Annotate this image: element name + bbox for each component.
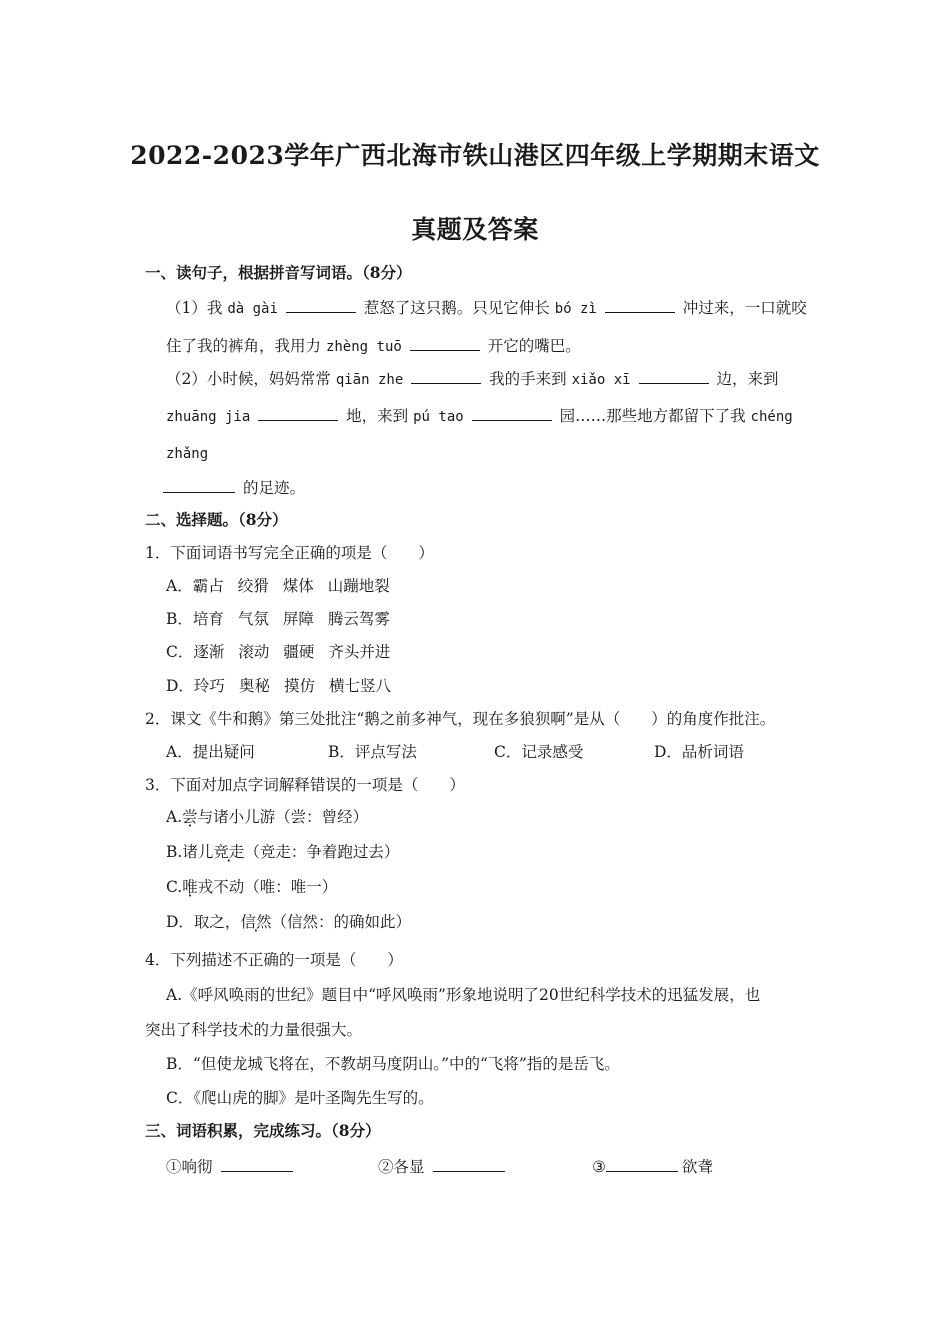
q2-options: A．提出疑问 B．评点写法 C．记录感受 D．品析词语 [166, 743, 744, 761]
s1-para2-line2: zhuāng jia 地，来到 pú tao 园……那些地方都留下了我 chéng [166, 404, 793, 428]
pinyin: dà gài [227, 301, 278, 317]
pinyin: pú tao [413, 409, 464, 425]
s1-para2-line4: 的足迹。 [163, 476, 305, 499]
answer-blank[interactable] [221, 1155, 293, 1172]
section1-heading: 一、读句子，根据拼音写词语。（8分） [145, 263, 412, 282]
section2-heading: 二、选择题。（8分） [145, 510, 288, 529]
answer-blank[interactable] [258, 404, 338, 421]
emphasis-dot-word: 尝 [182, 808, 198, 826]
s1-para1-line2: 住了我的裤角，我用力 zhèng tuō 开它的嘴巴。 [166, 334, 581, 358]
q4-option-c: C．《爬山虎的脚》是叶圣陶先生写的。 [166, 1089, 434, 1107]
section3-heading: 三、词语积累，完成练习。（8分） [145, 1121, 381, 1140]
pinyin: bó zì [554, 301, 597, 317]
pinyin: qiān zhe [335, 372, 404, 388]
q1-option-b: B．培育 气氛 屏障 腾云驾雾 [166, 610, 390, 628]
s3-item-3: ③ 欲聋 [592, 1155, 713, 1178]
question-4: 4．下列描述不正确的一项是（ ） [145, 951, 403, 969]
pinyin: zhǎng [166, 446, 209, 462]
question-2: 2．课文《牛和鹅》第三处批注“鹅之前多神气，现在多狼狈啊”是从（ ）的角度作批注。 [145, 710, 776, 728]
s1-para2-line3 [166, 442, 208, 465]
q1-option-a: A．霸占 绞猾 煤体 山蹦地裂 [166, 577, 390, 595]
s3-item-1: ①响彻 [166, 1155, 296, 1178]
q1-option-d: D．玲巧 奥秘 摸仿 横七竖八 [166, 677, 391, 695]
question-1: 1．下面词语书写完全正确的项是（ ） [145, 544, 434, 562]
q3-option-c: C.唯戎不动（唯：唯一） [166, 878, 338, 896]
answer-blank[interactable] [433, 1155, 505, 1172]
emphasis-dot-word: 信然 [240, 913, 272, 931]
emphasis-dot-word: 竞走 [213, 843, 245, 861]
answer-blank[interactable] [606, 1155, 678, 1172]
pinyin: chéng [750, 409, 793, 425]
answer-blank[interactable] [605, 296, 675, 313]
page-title-line2: 真题及答案 [411, 215, 539, 244]
emphasis-dot-word: 唯 [182, 878, 198, 896]
pinyin: xiǎo xī [571, 372, 631, 388]
answer-blank[interactable] [410, 334, 480, 351]
q4-option-a-line2: 突出了科学技术的力量很强大。 [145, 1021, 363, 1039]
question-3: 3．下面对加点字词解释错误的一项是（ ） [145, 776, 465, 794]
s1-para2-line1: （2）小时候，妈妈常常 qiān zhe 我的手来到 xiǎo xī 边，来到 [166, 367, 778, 391]
s3-item-2: ②各显 [378, 1155, 508, 1178]
answer-blank[interactable] [163, 476, 235, 493]
answer-blank[interactable] [411, 367, 481, 384]
q4-option-a-line1: A.《呼风唤雨的世纪》题目中“呼风唤雨”形象地说明了20世纪科学技术的迅猛发展，也 [166, 986, 761, 1004]
q3-option-b: B.诸儿竞走（竞走：争着跑过去） [166, 843, 400, 861]
s1-para1-line1: （1）我 dà gài 惹怒了这只鹅。只见它伸长 bó zì 冲过来，一口就咬 [166, 296, 807, 320]
q1-option-c: C．逐渐 滚动 疆硬 齐头并进 [166, 643, 391, 661]
answer-blank[interactable] [472, 404, 552, 421]
q4-option-b: B．“但使龙城飞将在，不教胡马度阴山。”中的“飞将”指的是岳飞。 [166, 1055, 620, 1073]
pinyin: zhèng tuō [325, 339, 402, 355]
answer-blank[interactable] [639, 367, 709, 384]
q3-option-d: D．取之，信然（信然：的确如此） [166, 913, 411, 931]
q3-option-a: A.尝与诸小儿游（尝：曾经） [166, 808, 369, 826]
pinyin: zhuāng jia [166, 409, 251, 425]
answer-blank[interactable] [286, 296, 356, 313]
page-title: 2022-2023学年广西北海市铁山港区四年级上学期期末语文 [130, 141, 820, 170]
